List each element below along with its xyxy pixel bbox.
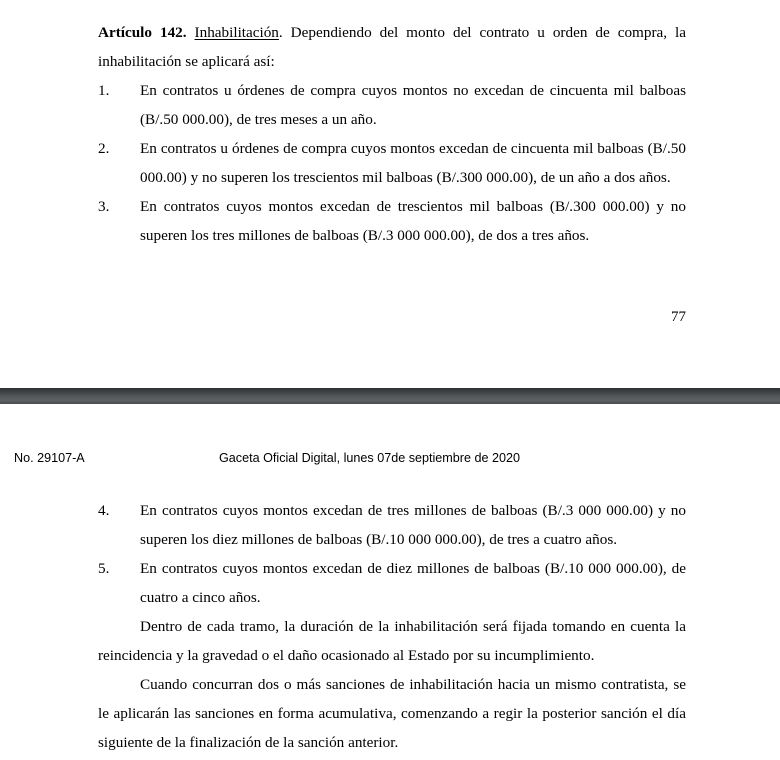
list-item (98, 192, 686, 250)
page-separator (0, 388, 780, 404)
list-item-text: En contratos cuyos montos excedan de diez millones de balboas (B/.10 000 000.00), de cuatro a cinco años. (140, 560, 686, 606)
list-item (98, 76, 686, 134)
list-item-text: En contratos u órdenes de compra cuyos montos no excedan de cincuenta mil balboas (B/.50 000.00), de tres meses a un año. (140, 82, 686, 128)
list-item-marker: 4. (98, 502, 110, 519)
closing-paragraph: Dentro de cada tramo, la duración de la inhabilitación será fijada tomando en cuenta la reincidencia y la gravedad o el daño ocasionado al Estado por su incumplimiento. (98, 618, 686, 664)
document-page-two (0, 404, 780, 760)
page-number: 77 (671, 309, 686, 325)
running-header (0, 448, 780, 468)
article-term: Inhabilitación (194, 24, 279, 41)
list-item-text: En contratos cuyos montos excedan de tres millones de balboas (B/.3 000 000.00) y no superen los diez millones de balboas (B/.10 000 000.00), de tres a cuatro años. (140, 502, 686, 548)
list-item-marker: 1. (98, 82, 110, 99)
list-item-text: En contratos u órdenes de compra cuyos montos excedan de cincuenta mil balboas (B/.50 000.00) y no superen los trescientos mil balboas (B/.300 000.00), de un año a dos años. (140, 140, 686, 186)
article-lead-text: . Dependiendo del monto del contrato u orden de compra, la inhabilitación se aplicará así: (98, 24, 686, 70)
closing-paragraph: Cuando concurran dos o más sanciones de inhabilitación hacia un mismo contratista, se le aplicarán las sanciones en forma acumulativa, comenzando a regir la posterior sanción el día siguiente de la finalización de la sanción anterior. (98, 676, 686, 751)
article-paragraph (98, 18, 686, 76)
list-item-marker: 5. (98, 560, 110, 577)
gazette-issue-number: No. 29107-A (14, 451, 85, 465)
list-item (98, 554, 686, 612)
list-item-marker: 2. (98, 140, 110, 157)
list-item-marker: 3. (98, 198, 110, 215)
article-label: Artículo 142. (98, 24, 187, 41)
list-item (98, 134, 686, 192)
gazette-publication-line: Gaceta Oficial Digital, lunes 07de septiembre de 2020 (219, 451, 521, 465)
numbered-list-page-two (98, 496, 686, 757)
article-block (98, 18, 686, 76)
list-item (98, 496, 686, 554)
numbered-list-page-one (98, 76, 686, 250)
list-item-text: En contratos cuyos montos excedan de trescientos mil balboas (B/.300 000.00) y no superen los tres millones de balboas (B/.3 000 000.00), de dos a tres años. (140, 198, 686, 244)
